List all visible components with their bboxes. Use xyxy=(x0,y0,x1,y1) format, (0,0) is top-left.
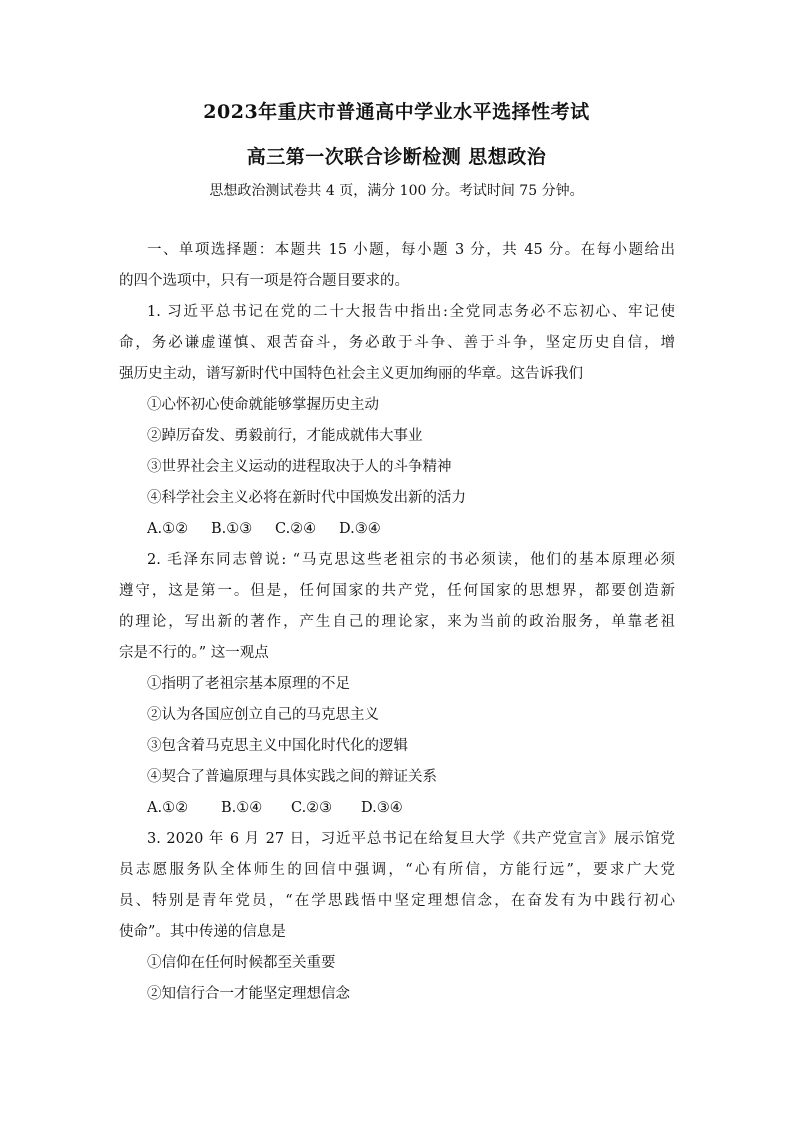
question-stem-line: 员、特别是青年党员，“在学思践悟中坚定理想信念，在奋发有为中践行初心 xyxy=(119,893,675,909)
answer-statement: ③包含着马克思主义中国化时代化的逻辑 xyxy=(147,738,408,754)
answer-statement: ①指明了老祖宗基本原理的不足 xyxy=(147,676,350,692)
question-1 xyxy=(119,297,675,545)
question-stem-line: 命，务必谦虚谨慎、艰苦奋斗，务必敢于斗争、善于斗争，坚定历史自信，增 xyxy=(119,335,675,351)
question-stem-line: 3. 2020 年 6 月 27 日，习近平总书记在给复旦大学《共产党宣言》展示馆党 xyxy=(147,831,675,847)
exam-subtitle-title: 高三第一次联合诊断检测 思想政治 xyxy=(246,146,547,168)
option-a: A.①② xyxy=(147,521,189,537)
option-d: D.③④ xyxy=(361,800,403,816)
option-b: B.①③ xyxy=(211,521,253,537)
option-b: B.①④ xyxy=(221,800,263,816)
option-c: C.②④ xyxy=(275,521,317,537)
exam-body xyxy=(119,235,675,1010)
section-intro-line: 一、单项选择题：本题共 15 小题，每小题 3 分，共 45 分。在每小题给出 xyxy=(147,242,675,258)
question-stem-line: 1. 习近平总书记在党的二十大报告中指出:全党同志务必不忘初心、牢记使 xyxy=(147,304,675,320)
answer-statement: ①心怀初心使命就能够掌握历史主动 xyxy=(147,397,379,413)
answer-options xyxy=(119,514,675,545)
question-stem-line: 遵守，这是第一。但是，任何国家的共产党，任何国家的思想界，都要创造新 xyxy=(119,583,675,599)
question-stem-line: 强历史主动，谱写新时代中国特色社会主义更加绚丽的华章。这告诉我们 xyxy=(119,366,583,382)
answer-statement: ②认为各国应创立自己的马克思主义 xyxy=(147,707,379,723)
exam-title: 2023年重庆市普通高中学业水平选择性考试 xyxy=(203,101,590,123)
question-stem-line: 员志愿服务队全体师生的回信中强调，“心有所信，方能行远”，要求广大党 xyxy=(119,862,675,878)
question-2 xyxy=(119,545,675,824)
question-stem-line: 2. 毛泽东同志曾说: “马克思这些老祖宗的书必须读，他们的基本原理必须 xyxy=(147,552,675,568)
answer-statement: ①信仰在任何时候都至关重要 xyxy=(147,955,336,971)
question-stem-line: 使命”。其中传递的信息是 xyxy=(119,924,286,940)
option-c: C.②③ xyxy=(291,800,333,816)
answer-statement: ④科学社会主义必将在新时代中国焕发出新的活力 xyxy=(147,490,466,506)
answer-statement: ③世界社会主义运动的进程取决于人的斗争精神 xyxy=(147,459,452,475)
question-stem-line: 宗是不行的。” 这一观点 xyxy=(119,645,269,661)
question-3 xyxy=(119,824,675,1010)
exam-instructions: 思想政治测试卷共 4 页，满分 100 分。考试时间 75 分钟。 xyxy=(209,183,584,199)
option-d: D.③④ xyxy=(339,521,381,537)
section-intro-line: 的四个选项中，只有一项是符合题目要求的。 xyxy=(119,273,409,289)
question-stem-line: 的理论，写出新的著作，产生自己的理论家，来为当前的政治服务，单靠老祖 xyxy=(119,614,675,630)
answer-statement: ④契合了普遍原理与具体实践之间的辩证关系 xyxy=(147,769,437,785)
answer-statement: ②知信行合一才能坚定理想信念 xyxy=(147,986,350,1002)
answer-options xyxy=(119,793,675,824)
option-a: A.①② xyxy=(147,800,189,816)
answer-statement: ②踔厉奋发、勇毅前行，才能成就伟大事业 xyxy=(147,428,423,444)
